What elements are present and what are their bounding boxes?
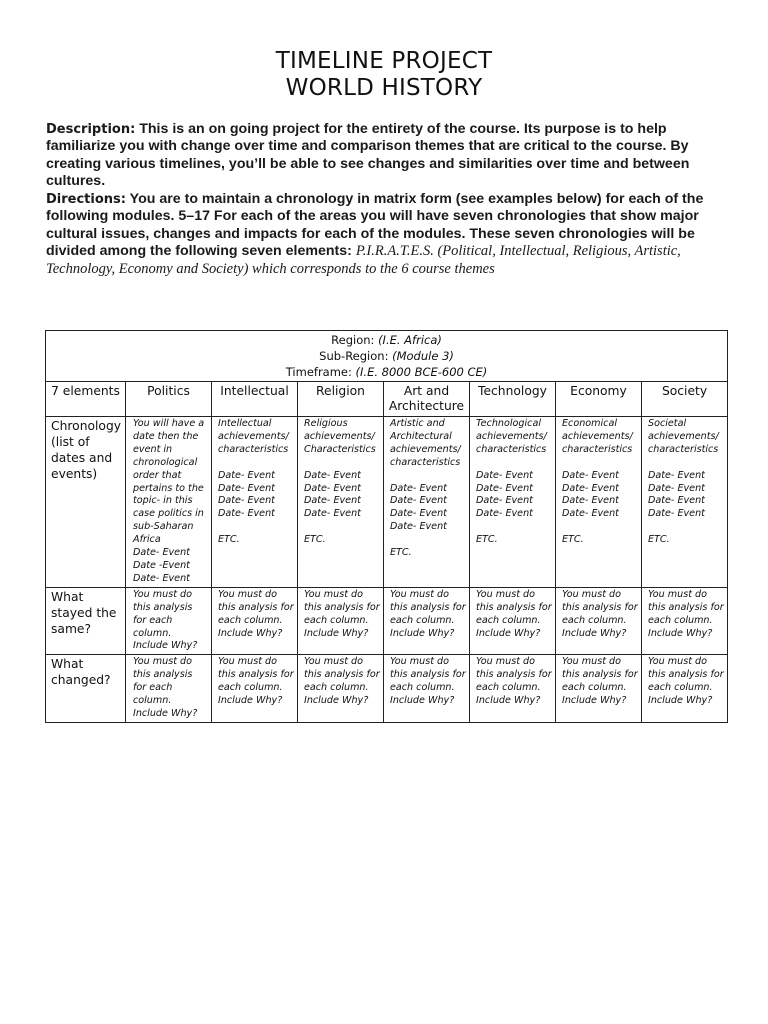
directions-text: You are to maintain a chronology in matrix form (see examples below) for each of the following modules. 5–17 For each of the areas you will have seven chronologies that show major cultural issues, changes and impacts for each of the modules. These seven chronologies will be divided among the following seven elements: [46, 191, 704, 260]
table-row [46, 417, 728, 588]
row-label: What stayed the same? [46, 587, 126, 655]
column-header: Art and Architecture [384, 382, 470, 417]
table-cell: You will have a date then the event in chronological order that pertains to the topic- in this case politics in sub-Saharan Africa Date- Event Date -Event Date- Event [126, 417, 212, 588]
table-cell: Intellectual achievements/ characteristics Date- Event Date- Event Date- Event Date- Event ETC. [212, 417, 298, 588]
column-header: Society [642, 382, 728, 417]
directions-paragraph [46, 191, 726, 278]
table-cell: You must do this analysis for each column. Include Why? [642, 587, 728, 655]
table-cell: You must do this analysis for each column. Include Why? [642, 655, 728, 723]
timeframe-label: Timeframe: [285, 365, 356, 379]
table-cell: You must do this analysis for each column. Include Why? [556, 655, 642, 723]
row-label: Chronology (list of dates and events) [46, 417, 126, 588]
table-cell: You must do this analysis for each column. Include Why? [126, 587, 212, 655]
table-row [46, 655, 728, 723]
subregion-value: (Module 3) [392, 349, 454, 363]
row-label: What changed? [46, 655, 126, 723]
table-cell: You must do this analysis for each column. Include Why? [470, 587, 556, 655]
table-cell: You must do this analysis for each column. Include Why? [384, 587, 470, 655]
table-cell: You must do this analysis for each column. Include Why? [212, 587, 298, 655]
table-cell: You must do this analysis for each column. Include Why? [126, 655, 212, 723]
directions-italic-text: P.I.R.A.T.E.S. (Political, Intellectual, Religious, Artistic, Technology, Economy and Society) which corresponds to the 6 course themes [46, 243, 681, 277]
table-header-cell [46, 331, 728, 382]
table-cell: You must do this analysis for each column. Include Why? [298, 587, 384, 655]
column-header: Economy [556, 382, 642, 417]
title-line-2: WORLD HISTORY [285, 75, 483, 101]
table-cell: Societal achievements/ characteristics Date- Event Date- Event Date- Event Date- Event ETC. [642, 417, 728, 588]
column-header: Politics [126, 382, 212, 417]
column-header: Intellectual [212, 382, 298, 417]
region-label: Region: [331, 333, 379, 347]
description-paragraph [46, 121, 726, 191]
table-header-row [46, 331, 728, 382]
table-cell: You must do this analysis for each column. Include Why? [212, 655, 298, 723]
column-header: 7 elements [46, 382, 126, 417]
timeframe-value: (I.E. 8000 BCE-600 CE) [355, 365, 488, 379]
table-cell: Economical achievements/ characteristics Date- Event Date- Event Date- Event Date- Event ETC. [556, 417, 642, 588]
table-cell: Artistic and Architectural achievements/ characteristics Date- Event Date- Event Date- Event Date- Event ETC. [384, 417, 470, 588]
table-cell: You must do this analysis for each column. Include Why? [298, 655, 384, 723]
page-title [0, 48, 768, 102]
directions-label: Directions: [46, 192, 126, 207]
column-header: Technology [470, 382, 556, 417]
subregion-line [46, 348, 727, 364]
table-cell: Technological achievements/ characteristics Date- Event Date- Event Date- Event Date- Event ETC. [470, 417, 556, 588]
chronology-matrix-table [45, 330, 728, 723]
title-line-1: TIMELINE PROJECT [275, 48, 493, 74]
description-text: This is an on going project for the entirety of the course. Its purpose is to help familiarize you with change over time and comparison themes that are critical to the course. By creating various timelines, you’ll be able to see changes and similarities over time and between cultures. [46, 121, 690, 190]
table-cell: You must do this analysis for each column. Include Why? [384, 655, 470, 723]
description-label: Description: [46, 122, 136, 137]
subregion-label: Sub-Region: [319, 349, 393, 363]
region-value: (I.E. Africa) [378, 333, 442, 347]
column-header: Religion [298, 382, 384, 417]
table-cell: You must do this analysis for each column. Include Why? [556, 587, 642, 655]
table-cell: Religious achievements/ Characteristics Date- Event Date- Event Date- Event Date- Event ETC. [298, 417, 384, 588]
table-row [46, 587, 728, 655]
table-cell: You must do this analysis for each column. Include Why? [470, 655, 556, 723]
timeframe-line [46, 364, 727, 380]
column-header-row [46, 382, 728, 417]
region-line [46, 332, 727, 348]
